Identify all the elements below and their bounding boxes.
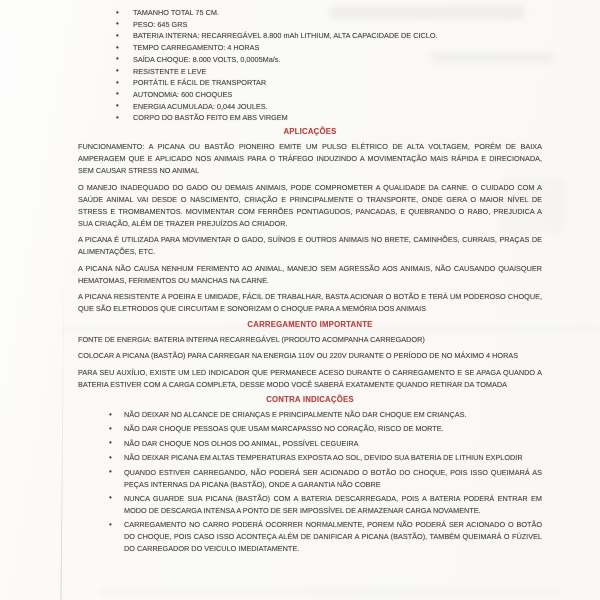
contraindication-label: NÃO DEIXAR NO ALCANCE DE CRIANÇAS E PRINCIPALMENTE NÃO DAR CHOQUE EM CRIANÇAS. <box>124 410 467 420</box>
contraindication-item <box>108 467 542 491</box>
product-spec-list <box>115 7 542 124</box>
spec-item <box>115 19 542 31</box>
bullet-marker-icon: • <box>116 7 119 17</box>
bullet-marker-icon: • <box>116 112 119 122</box>
bullet-marker-icon: • <box>116 30 119 40</box>
paper-edge-line <box>61 260 65 600</box>
section-heading-contra-indicacoes: CONTRA INDICAÇÕES <box>266 395 354 405</box>
contraindication-label: NÃO DEIXAR PICANA EM ALTAS TEMPERATURAS EXPOSTA AO SOL, DEVIDO SUA BATERIA DE LITHIUN EXPLODIR <box>124 453 523 463</box>
body-paragraph: PARA SEU AUXÍLIO, EXISTE UM LED INDICADOR QUE PERMANECE ACESO DURANTE O CARREGAMENTO E SE APAGA QUANDO A BATERIA ESTIVER COM A CARGA COMPLETA, DESSE MODO VOCÊ SABERÁ EXATAMENTE QUANDO RETIRAR DA TOMADA <box>78 367 542 389</box>
body-paragraph: A PICANA NÃO CAUSA NENHUM FERIMENTO AO ANIMAL, MANEJO SEM AGRESSÃO AOS ANIMAIS, NÃO CAUSANDO QUAISQUER HEMATOMAS, FERIMENTOS OU MANCHAS NA CARNE. <box>78 263 542 285</box>
contraindication-item <box>108 409 542 421</box>
spec-item-label: CORPO DO BASTÃO FEITO EM ABS VIRGEM <box>133 113 288 123</box>
bullet-marker-icon: • <box>116 66 119 76</box>
bullet-marker-icon: • <box>109 467 112 477</box>
body-paragraph: O MANEJO INADEQUADO DO GADO OU DEMAIS ANIMAIS, PODE COMPROMETER A QUALIDADE DA CARNE. O CUIDADO COM A SAÚDE ANIMAL VAI DESDE O NASCIMENTO, CRIAÇÃO E PRINCIPALMENTE O TRANSPORTE, ONDE GERA O MAIOR NÍVEL DE STRESS E TROMBAMENTOS. MOVIMENTAR COM FERRÕES PONTIAGUDOS, PANCADAS, E QUEBRANDO O RABO, PREJUDICA A SUA CRIAÇÃO, ALÉM DE TRAZER PREJUÍZOS AO CRIADOR. <box>78 182 542 228</box>
body-paragraph: A PICANA RESISTENTE A POEIRA E UMIDADE, FÁCIL DE TRABALHAR, BASTA ACIONAR O BOTÃO E TERÁ UM PODEROSO CHOQUE, QUE SÃO ELETRODOS QUE CIRCUITAM E SONORIZAM O CHOQUE PARA A MEMÓRIA DOS ANIMAIS <box>78 292 542 314</box>
body-paragraph: A PICANA É UTILIZADA PARA MOVIMENTAR O GADO, SUÍNOS E OUTROS ANIMAIS NO BRETE, CAMINHÕES, CURRAIS, PRAÇAS DE ALIMENTAÇÕES, ETC. <box>78 235 542 257</box>
body-paragraph: FONTE DE ENERGIA: BATERIA INTERNA RECARREGÁVEL (PRODUTO ACOMPANHA CARREGADOR) <box>78 334 425 344</box>
document-content <box>78 7 542 558</box>
contraindication-item <box>108 423 542 435</box>
contraindications-list <box>108 409 542 555</box>
bullet-marker-icon: • <box>116 54 119 64</box>
spec-item <box>115 7 542 19</box>
bullet-marker-icon: • <box>109 452 112 462</box>
spec-item <box>115 101 542 113</box>
contraindication-label: NÃO DAR CHOQUE PESSOAS QUE USAM MARCAPASSO NO CORAÇÃO, RISCO DE MORTE. <box>124 424 444 434</box>
spec-item-label: RESISTENTE E LEVE <box>133 66 207 76</box>
spec-item-label: BATERIA INTERNA: RECARREGÁVEL 8.800 mAh LITHIUM, ALTA CAPACIDADE DE CICLO. <box>133 31 438 41</box>
spec-item-label: SAÍDA CHOQUE: 8.000 VOLTS, 0,0005Ma/s. <box>133 54 281 64</box>
contraindication-item <box>108 519 542 555</box>
body-paragraph: COLOCAR A PICANA (BASTÃO) PARA CARREGAR NA ENERGIA 110V OU 220V DURANTE O PERÍODO DE NO MÁXIMO 4 HORAS <box>78 351 519 361</box>
bullet-marker-icon: • <box>109 438 112 448</box>
bullet-marker-icon: • <box>109 493 112 503</box>
spec-item <box>115 66 542 78</box>
bullet-marker-icon: • <box>116 101 119 111</box>
bullet-marker-icon: • <box>116 19 119 29</box>
spec-item <box>115 89 542 101</box>
contraindication-item <box>108 493 542 517</box>
bullet-marker-icon: • <box>116 89 119 99</box>
section-heading-aplicacoes: APLICAÇÕES <box>283 127 337 137</box>
contraindication-label: NÃO DAR CHOQUE NOS OLHOS DO ANIMAL, POSSÍVEL CEGUEIRA <box>124 438 359 448</box>
spec-item <box>115 54 542 66</box>
spec-item-label: AUTONOMIA: 600 CHOQUES <box>133 89 233 99</box>
spec-item-label: PORTÁTIL E FÁCIL DE TRANSPORTAR <box>133 78 267 88</box>
contraindication-label: NUNCA GUARDE SUA PICANA (BASTÃO) COM A BATERIA DESCARREGADA, POIS A BATERIA PODERÁ ENTRAR EM MODO DE DESCARGA INTENSA A PONTO DE SER IMPOSSÍVEL DE ARMAZENAR CARGA NOVAMENTE. <box>124 493 542 515</box>
bleed-through-artifact <box>100 589 560 595</box>
spec-item-label: ENERGIA ACUMULADA: 0,044 JOULES. <box>133 101 268 111</box>
spec-item-label: TEMPO CARREGAMENTO: 4 HORAS <box>133 43 260 53</box>
spec-item <box>115 112 542 124</box>
contraindication-item <box>108 452 542 464</box>
bullet-marker-icon: • <box>109 423 112 433</box>
body-paragraph: FUNCIONAMENTO: A PICANA OU BASTÃO PIONEIRO EMITE UM PULSO ELÉTRICO DE ALTA VOLTAGEM, PORÉM DE BAIXA AMPERAGEM QUE E APLICADO NOS ANIMAIS PARA O TRÁFEGO INDUZINDO A MOVIMENTAÇÃO MAIS RÁPIDA E DIRECIONADA, SEM CAUSAR STRESS NO ANIMAL <box>78 142 542 176</box>
section-heading-carregamento: CARREGAMENTO IMPORTANTE <box>247 319 373 329</box>
bullet-marker-icon: • <box>109 519 112 529</box>
spec-item-label: PESO: 645 GRS <box>133 19 188 29</box>
contraindication-item <box>108 438 542 450</box>
spec-item <box>115 77 542 89</box>
spec-item-label: TAMANHO TOTAL 75 CM. <box>133 8 219 17</box>
bullet-marker-icon: • <box>116 42 119 52</box>
spec-item <box>115 42 542 54</box>
contraindication-label: CARREGAMENTO NO CARRO PODERÁ OCORRER NORMALMENTE, POREM NÃO PODERÁ SER ACIONADO O BOTÃO DO CHOQUE, POIS CASO ISSO ACONTEÇA ALÉM DE DANIFICAR A PICANA (BASTÃO), TAMBÉM QUEIMARÁ O FÚZIVEL DO CARREGADOR DO VEICULO IMEDIATAMENTE. <box>124 520 542 554</box>
spec-item <box>115 30 542 42</box>
bullet-marker-icon: • <box>116 77 119 87</box>
bullet-marker-icon: • <box>109 409 112 419</box>
contraindication-label: QUANDO ESTIVER CARREGANDO, NÃO PODERÁ SER ACIONADO O BOTÃO DO CHOQUE, POIS ISSO QUEIMARÁ AS PEÇAS INTERNAS DA PICANA (BASTÃO), ONDE A GARANTIA NÃO COBRE <box>124 467 542 489</box>
